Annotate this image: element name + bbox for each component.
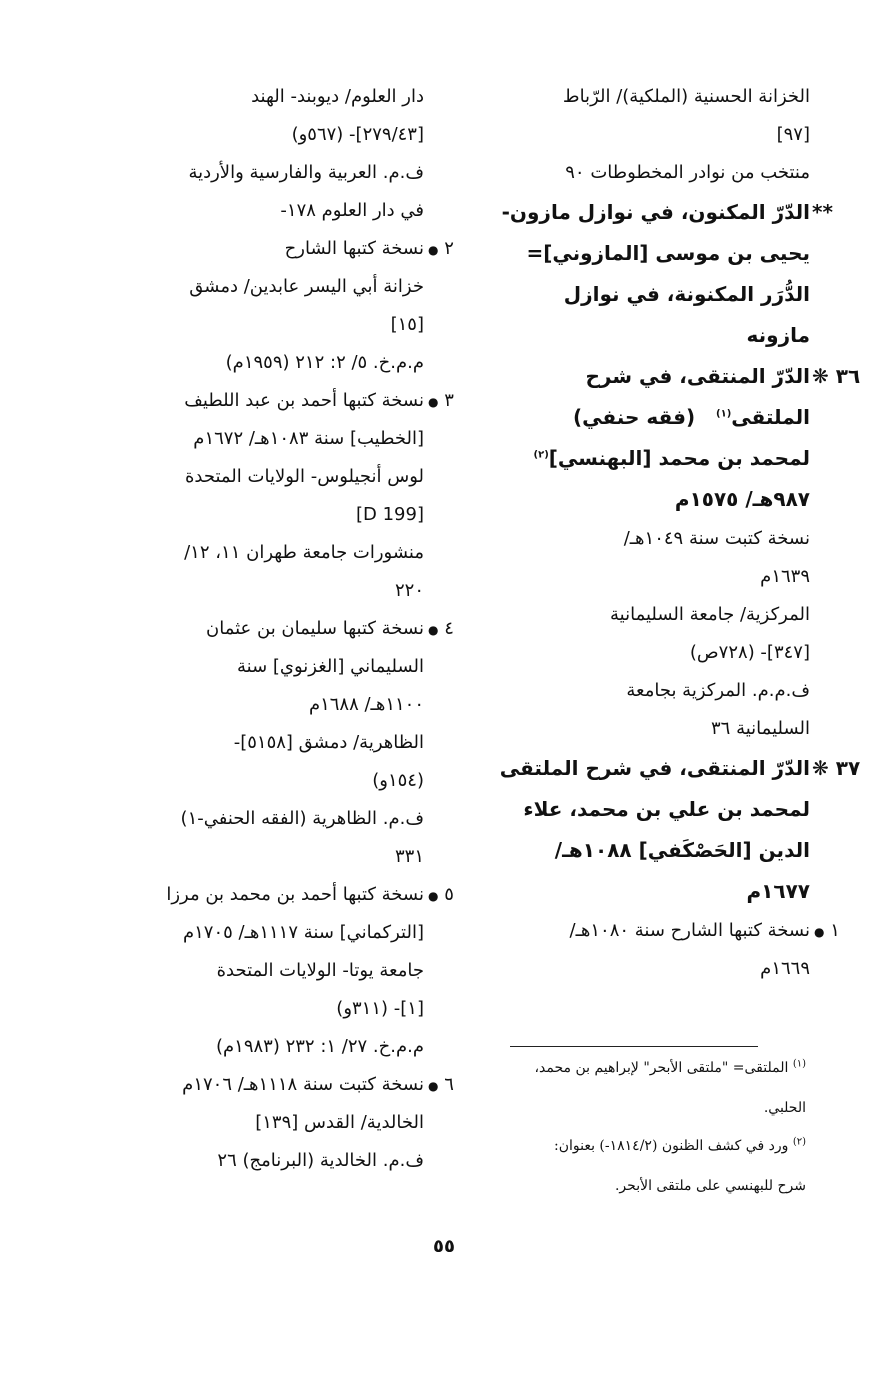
text-line: ١٦٦٩م bbox=[760, 958, 810, 979]
text-line: [٣٤٧]- (٧٢٨ص) bbox=[689, 642, 810, 663]
entry-37-heading bbox=[478, 748, 861, 789]
text-line: ١٦٣٩م bbox=[760, 566, 810, 587]
bullet-marker bbox=[428, 382, 482, 421]
text-line: السليمانية ٣٦ bbox=[711, 718, 810, 739]
bullet-icon: ● bbox=[814, 925, 825, 939]
bullet-item bbox=[88, 610, 454, 648]
entry-heading-line bbox=[478, 397, 810, 438]
heading-text: الملتقى bbox=[731, 405, 810, 429]
entry-heading-line: لمحمد بن علي بن محمد، علاء bbox=[523, 797, 810, 821]
page-number: ٥٥ bbox=[433, 1236, 455, 1257]
subject-text: (فقه حنفي) bbox=[573, 405, 696, 429]
entry-heading-line: يحيى بن موسى [المازوني]= bbox=[526, 241, 810, 265]
bullet-item bbox=[88, 876, 454, 914]
bullet-number: ٥ bbox=[444, 884, 454, 905]
text-line: ف.م.م. المركزية بجامعة bbox=[626, 680, 810, 701]
bullet-number: ٣ bbox=[444, 390, 454, 411]
star-icon: ❋ bbox=[812, 364, 829, 388]
text-line: في دار العلوم ١٧٨- bbox=[280, 200, 424, 221]
bullet-icon: ● bbox=[428, 889, 439, 903]
text-line: [٩٧] bbox=[776, 124, 810, 145]
bullet-text: نسخة كتبها الشارح bbox=[284, 238, 424, 259]
text-line: [٢٧٩/٤٣]- (٥٦٧و) bbox=[291, 124, 424, 145]
entry-heading-line: الدين [الحَصْكَفي] ١٠٨٨هـ/ bbox=[554, 838, 810, 862]
text-line: م.م.خ. ٢٧/ ١: ٢٣٢ (١٩٨٣م) bbox=[215, 1036, 424, 1057]
bullet-number: ١ bbox=[830, 920, 840, 941]
text-line: [١٥] bbox=[390, 314, 424, 335]
text-line: [D 199] bbox=[355, 504, 424, 525]
entry-number: ٣٦ bbox=[835, 364, 861, 388]
footnote-marker: (١) bbox=[792, 1058, 806, 1070]
text-line: (١٥٤و) bbox=[372, 770, 424, 791]
heading-text: الدّرّ المنتقى، في شرح bbox=[585, 364, 810, 388]
entry-heading-line bbox=[478, 438, 810, 479]
bullet-number: ٢ bbox=[444, 238, 454, 259]
bullet-number: ٤ bbox=[444, 618, 454, 639]
bullet-marker bbox=[428, 610, 482, 649]
bullet-text: نسخة كتبت سنة ١١١٨هـ/ ١٧٠٦م bbox=[182, 1074, 424, 1095]
bullet-icon: ● bbox=[428, 243, 439, 257]
text-line: ٢٢٠ bbox=[394, 580, 424, 601]
entry-heading-line: الدُّرَر المكنونة، في نوازل bbox=[563, 282, 810, 306]
heading-text: الدّرّ المنتقى، في شرح الملتقى bbox=[499, 756, 810, 780]
footnote-divider bbox=[510, 1046, 758, 1047]
text-line: ف.م. الظاهرية (الفقه الحنفي-١) bbox=[180, 808, 424, 829]
text-line: الخالدية/ القدس [١٣٩] bbox=[255, 1112, 424, 1133]
text-line: م.م.خ. ٥/ ٢: ٢١٢ (١٩٥٩م) bbox=[225, 352, 424, 373]
footnote-marker: (٢) bbox=[792, 1136, 806, 1148]
bullet-number: ٦ bbox=[444, 1074, 454, 1095]
text-line: خزانة أبي اليسر عابدين/ دمشق bbox=[189, 276, 424, 297]
entry-number-37 bbox=[812, 748, 862, 789]
text-line: نسخة كتبت سنة ١٠٤٩هـ/ bbox=[623, 528, 810, 549]
footnote-text: ورد في كشف الظنون (١٨١٤/٢-) بعنوان: bbox=[553, 1138, 789, 1154]
footnote-2 bbox=[406, 1138, 806, 1154]
entry-number: ٣٧ bbox=[835, 756, 861, 780]
bullet-marker bbox=[428, 230, 482, 269]
entry-36-heading bbox=[478, 356, 861, 397]
text-line: منتخب من نوادر المخطوطات ٩٠ bbox=[565, 162, 810, 183]
author-text: لمحمد بن محمد [البهنسي] bbox=[548, 446, 810, 470]
text-line: [الخطيب] سنة ١٠٨٣هـ/ ١٦٧٢م bbox=[193, 428, 424, 449]
text-line: ٣٣١ bbox=[394, 846, 424, 867]
footnote-ref: (١) bbox=[716, 408, 732, 420]
entry-heading-line: ٩٨٧هـ/ ١٥٧٥م bbox=[674, 487, 810, 511]
bullet-text: نسخة كتبها أحمد بن محمد بن مرزا bbox=[166, 884, 424, 905]
text-line: المركزية/ جامعة السليمانية bbox=[610, 604, 810, 625]
text-line: دار العلوم/ ديوبند- الهند bbox=[251, 86, 424, 107]
text-line: لوس أنجيلوس- الولايات المتحدة bbox=[184, 466, 424, 487]
text-line: منشورات جامعة طهران ١١، ١٢/ bbox=[184, 542, 424, 563]
bullet-icon: ● bbox=[428, 1079, 439, 1093]
double-asterisk-marker: ** bbox=[812, 200, 833, 224]
bullet-text: نسخة كتبها أحمد بن عبد اللطيف bbox=[184, 390, 424, 411]
text-line: جامعة يوتا- الولايات المتحدة bbox=[216, 960, 424, 981]
text-line: ١١٠٠هـ/ ١٦٨٨م bbox=[308, 694, 424, 715]
bullet-item bbox=[88, 230, 454, 268]
bullet-item bbox=[478, 912, 840, 950]
bullet-icon: ● bbox=[428, 623, 439, 637]
entry-heading-line: ١٦٧٧م bbox=[746, 879, 810, 903]
text-line: [١]- (٣١١و) bbox=[336, 998, 424, 1019]
footnote-1-continued: الحلبي. bbox=[763, 1100, 806, 1116]
bullet-text: نسخة كتبها الشارح سنة ١٠٨٠هـ/ bbox=[569, 920, 810, 941]
star-icon: ❋ bbox=[812, 756, 829, 780]
bullet-icon: ● bbox=[428, 395, 439, 409]
bullet-text: نسخة كتبها سليمان بن عثمان bbox=[205, 618, 424, 639]
text-line: ف.م. العربية والفارسية والأردية bbox=[188, 162, 424, 183]
heading-text: الدّرّ المكنون، في نوازل مازون- bbox=[501, 200, 810, 224]
right-column bbox=[478, 78, 861, 988]
entry-number-36 bbox=[812, 356, 862, 397]
bullet-marker bbox=[814, 912, 868, 951]
text-line: السليماني [الغزنوي] سنة bbox=[237, 656, 424, 677]
footnote-1 bbox=[406, 1060, 806, 1076]
left-column bbox=[88, 78, 454, 1180]
entry-heading-line bbox=[478, 192, 833, 233]
bullet-item bbox=[88, 1066, 454, 1104]
entry-heading-line: مازونه bbox=[746, 323, 810, 347]
footnote-2-continued: شرح للبهنسي على ملتقى الأبحر. bbox=[614, 1178, 806, 1194]
bullet-item bbox=[88, 382, 454, 420]
footnote-ref: (٢) bbox=[533, 449, 549, 461]
bullet-marker bbox=[428, 876, 482, 915]
text-line: الظاهرية/ دمشق [٥١٥٨]- bbox=[233, 732, 424, 753]
text-line: الخزانة الحسنية (الملكية)/ الرّباط bbox=[562, 86, 810, 107]
text-line: ف.م. الخالدية (البرنامج) ٢٦ bbox=[217, 1150, 424, 1171]
footnote-text: الملتقى= "ملتقى الأبحر" لإبراهيم بن محمد، bbox=[534, 1060, 789, 1076]
text-line: [التركماني] سنة ١١١٧هـ/ ١٧٠٥م bbox=[182, 922, 424, 943]
